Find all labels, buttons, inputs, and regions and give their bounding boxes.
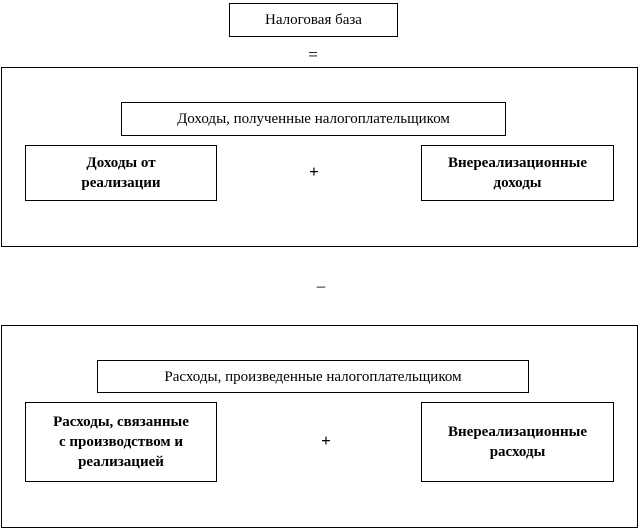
equals-sign: =: [308, 45, 318, 64]
non-operating-expense-label: Внереализационные расходы: [448, 424, 587, 460]
income-plus-sign: +: [309, 162, 319, 181]
production-expense-label: Расходы, связанные с производством и реализацией: [53, 414, 189, 470]
tax-base-label: Налоговая база: [265, 12, 362, 28]
minus-sign: –: [316, 276, 326, 295]
expense-header-box: [97, 360, 529, 393]
non-operating-income-box: [421, 145, 614, 201]
expense-header-label: Расходы, произведенные налогоплательщиком: [164, 368, 462, 385]
non-operating-expense-box: [421, 402, 614, 482]
income-header-label: Доходы, полученные налогоплательщиком: [177, 111, 450, 127]
expense-plus-sign: +: [321, 431, 331, 450]
tax-base-box: [229, 3, 398, 37]
sales-income-label: Доходы от реализации: [81, 155, 161, 191]
production-expense-box: [25, 402, 217, 482]
non-operating-income-label: Внереализационные доходы: [448, 155, 587, 191]
sales-income-box: [25, 145, 217, 201]
income-header-box: [121, 102, 506, 136]
